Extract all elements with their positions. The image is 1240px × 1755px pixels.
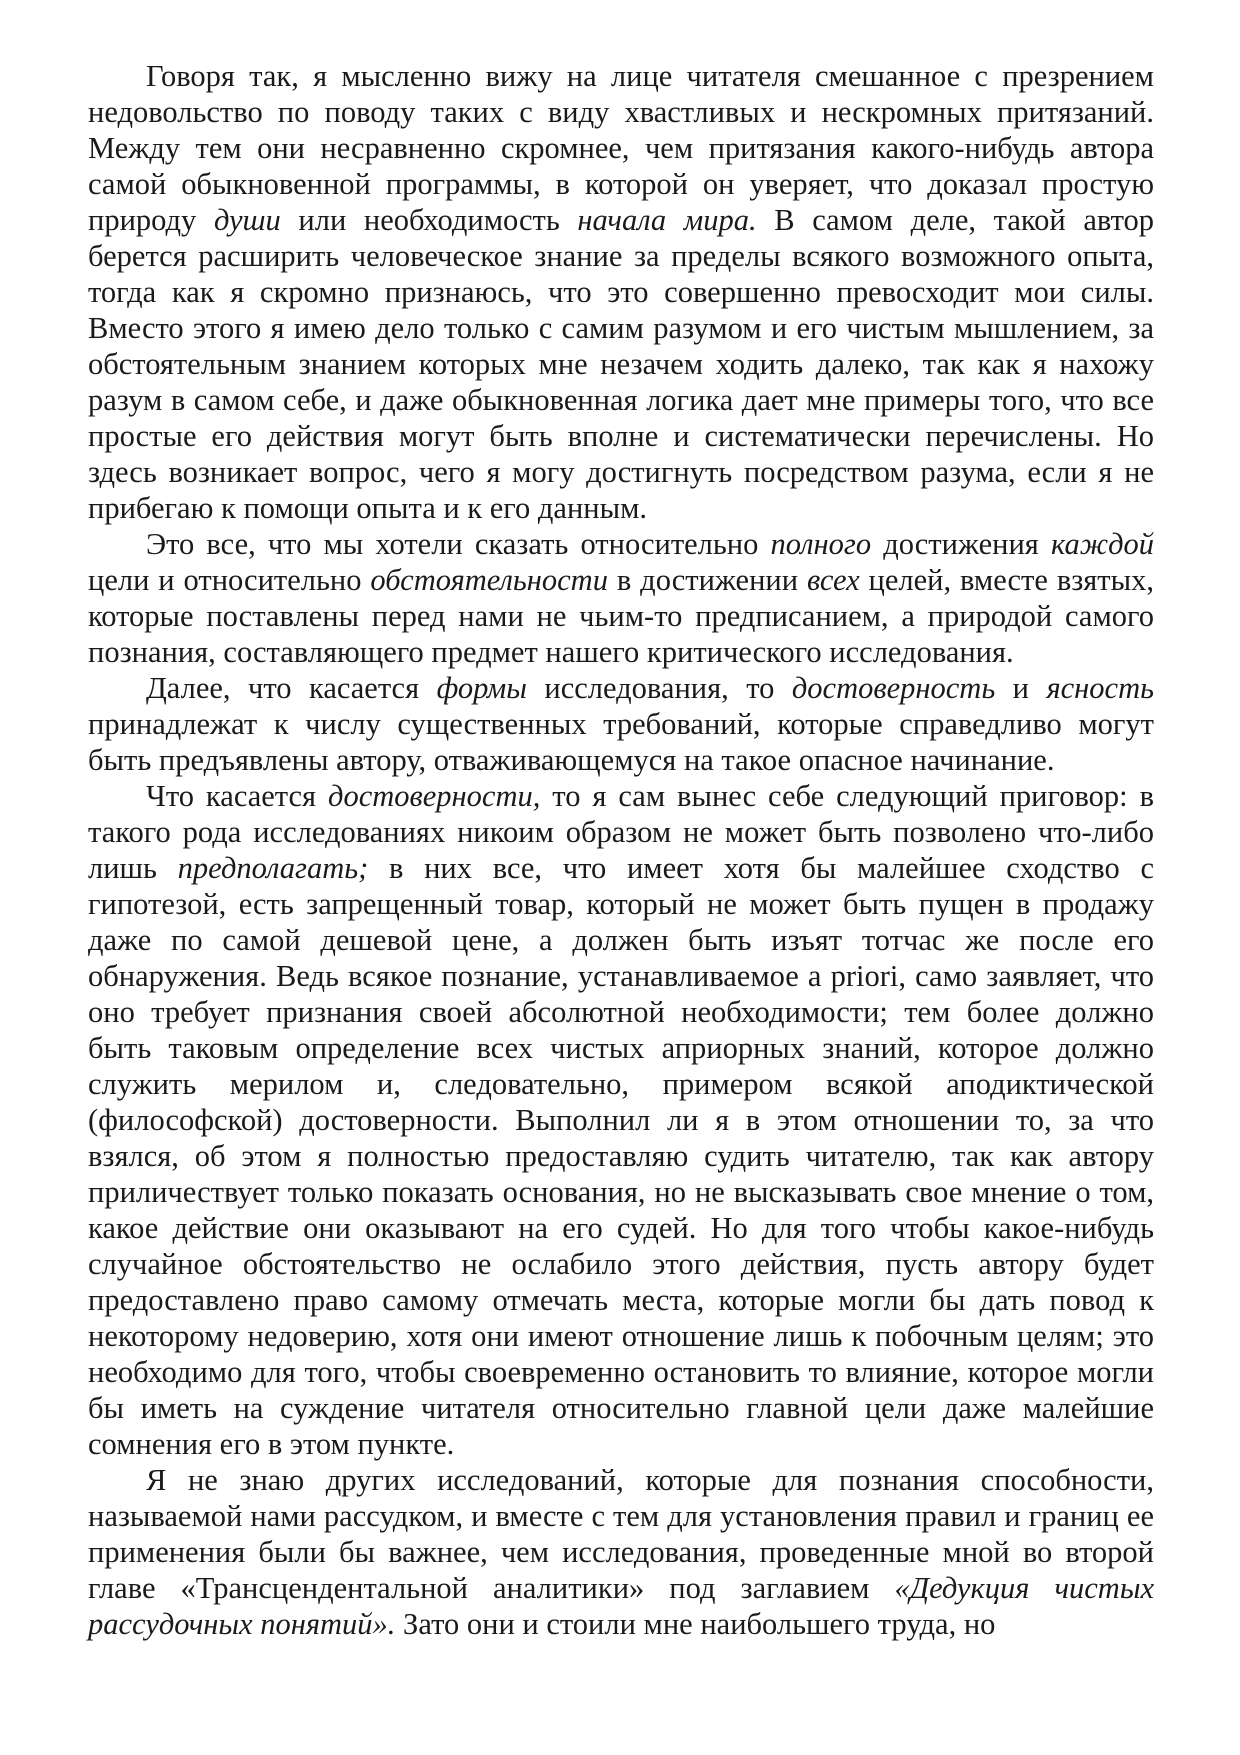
paragraph-3-text-4: принадлежат к числу существенных требований, которые справедливо могут быть предъявлены автору, отваживающемуся на такое опасное начинание.	[88, 707, 1154, 777]
paragraph-2	[88, 526, 1154, 670]
paragraph-2-italic-3: обстоятельности	[370, 563, 608, 597]
paragraph-4	[88, 778, 1154, 1462]
paragraph-3-italic-1: формы	[436, 671, 527, 705]
paragraph-2-text-3: цели и относительно	[88, 563, 371, 597]
paragraph-5-text-1: Я не знаю других исследований, которые для познания способности, называемой нами рассудком, и вместе с тем для установления правил и границ ее применения были бы важнее, чем исследования, проведенные мной во второй главе «Трансцендентальной аналитики» под заглавием	[88, 1463, 1154, 1605]
paragraph-4-text-3: в них все, что имеет хотя бы малейшее сходство с гипотезой, есть запрещенный товар, который не может быть пущен в продажу даже по самой дешевой цене, а должен быть изъят тотчас же после его обнаружения. Ведь всякое познание, устанавливаемое а priori, само заявляет, что оно требует признания своей абсолютной необходимости; тем более должно быть таковым определение всех чистых априорных знаний, которое должно служить мерилом и, следовательно, примером всякой аподиктической (философской) достоверности. Выполнил ли я в этом отношении то, за что взялся, об этом я полностью предоставляю судить читателю, так как автору приличествует только показать основания, но не высказывать свое мнение о том, какое действие они оказывают на его судей. Но для того чтобы какое-нибудь случайное обстоятельство не ослабило этого действия, пусть автору будет предоставлено право самому отмечать места, которые могли бы дать повод к некоторому недоверию, хотя они имеют отношение лишь к побочным целям; это необходимо для того, чтобы своевременно остановить то влияние, которое могли бы иметь на суждение читателя относительно главной цели даже малейшие сомнения его в этом пункте.	[88, 851, 1154, 1461]
paragraph-4-text-1: Что касается	[146, 779, 329, 813]
paragraph-2-text-4: в достижении	[607, 563, 807, 597]
paragraph-5	[88, 1462, 1154, 1642]
paragraph-3	[88, 670, 1154, 778]
paragraph-3-italic-2: достоверность	[791, 671, 996, 705]
paragraph-4-italic-2: предполагать;	[177, 851, 369, 885]
paragraph-2-italic-2: каждой	[1050, 527, 1154, 561]
paragraph-3-text-1: Далее, что касается	[146, 671, 437, 705]
paragraph-2-text-5: целей, вместе взятых, которые поставлены перед нами не чьим-то предписанием, а природой самого познания, составляющего предмет нашего критического исследования.	[88, 563, 1154, 669]
paragraph-2-italic-4: всех	[806, 563, 860, 597]
paragraph-3-text-3: и	[995, 671, 1047, 705]
paragraph-4-italic-1: достоверности,	[328, 779, 541, 813]
document-page	[88, 58, 1154, 1642]
paragraph-3-text-2: исследования, то	[526, 671, 792, 705]
paragraph-1-italic-2: начала мира.	[577, 203, 757, 237]
paragraph-1-italic-1: души	[213, 203, 281, 237]
paragraph-2-italic-1: полного	[770, 527, 872, 561]
paragraph-4-text-2: то я сам вынес себе следующий приговор: в такого рода исследованиях никоим образом не может быть позволено что-либо лишь	[88, 779, 1154, 885]
paragraph-1-text-2: или необходимость	[280, 203, 578, 237]
paragraph-3-italic-3: ясность	[1046, 671, 1154, 705]
paragraph-1-text-3: В самом деле, такой автор берется расширить человеческое знание за пределы всякого возможного опыта, тогда как я скромно признаюсь, что это совершенно превосходит мои силы. Вместо этого я имею дело только с самим разумом и его чистым мышлением, за обстоятельным знанием которых мне незачем ходить далеко, так как я нахожу разум в самом себе, и даже обыкновенная логика дает мне примеры того, что все простые его действия могут быть вполне и систематически перечислены. Но здесь возникает вопрос, чего я могу достигнуть посредством разума, если я не прибегаю к помощи опыта и к его данным.	[88, 203, 1154, 525]
paragraph-5-text-2: Зато они и стоили мне наибольшего труда, но	[395, 1607, 996, 1641]
paragraph-1-text-1: Говоря так, я мысленно вижу на лице читателя смешанное с презрением недовольство по поводу таких с виду хвастливых и нескромных притязаний. Между тем они несравненно скромнее, чем притязания какого-нибудь автора самой обыкновенной программы, в которой он уверяет, что доказал простую природу	[88, 59, 1154, 237]
paragraph-1	[88, 58, 1154, 526]
paragraph-2-text-1: Это все, что мы хотели сказать относительно	[146, 527, 771, 561]
paragraph-2-text-2: достижения	[871, 527, 1051, 561]
paragraph-5-italic-1: «Дедукция чистых рассудочных понятий».	[88, 1571, 1155, 1641]
